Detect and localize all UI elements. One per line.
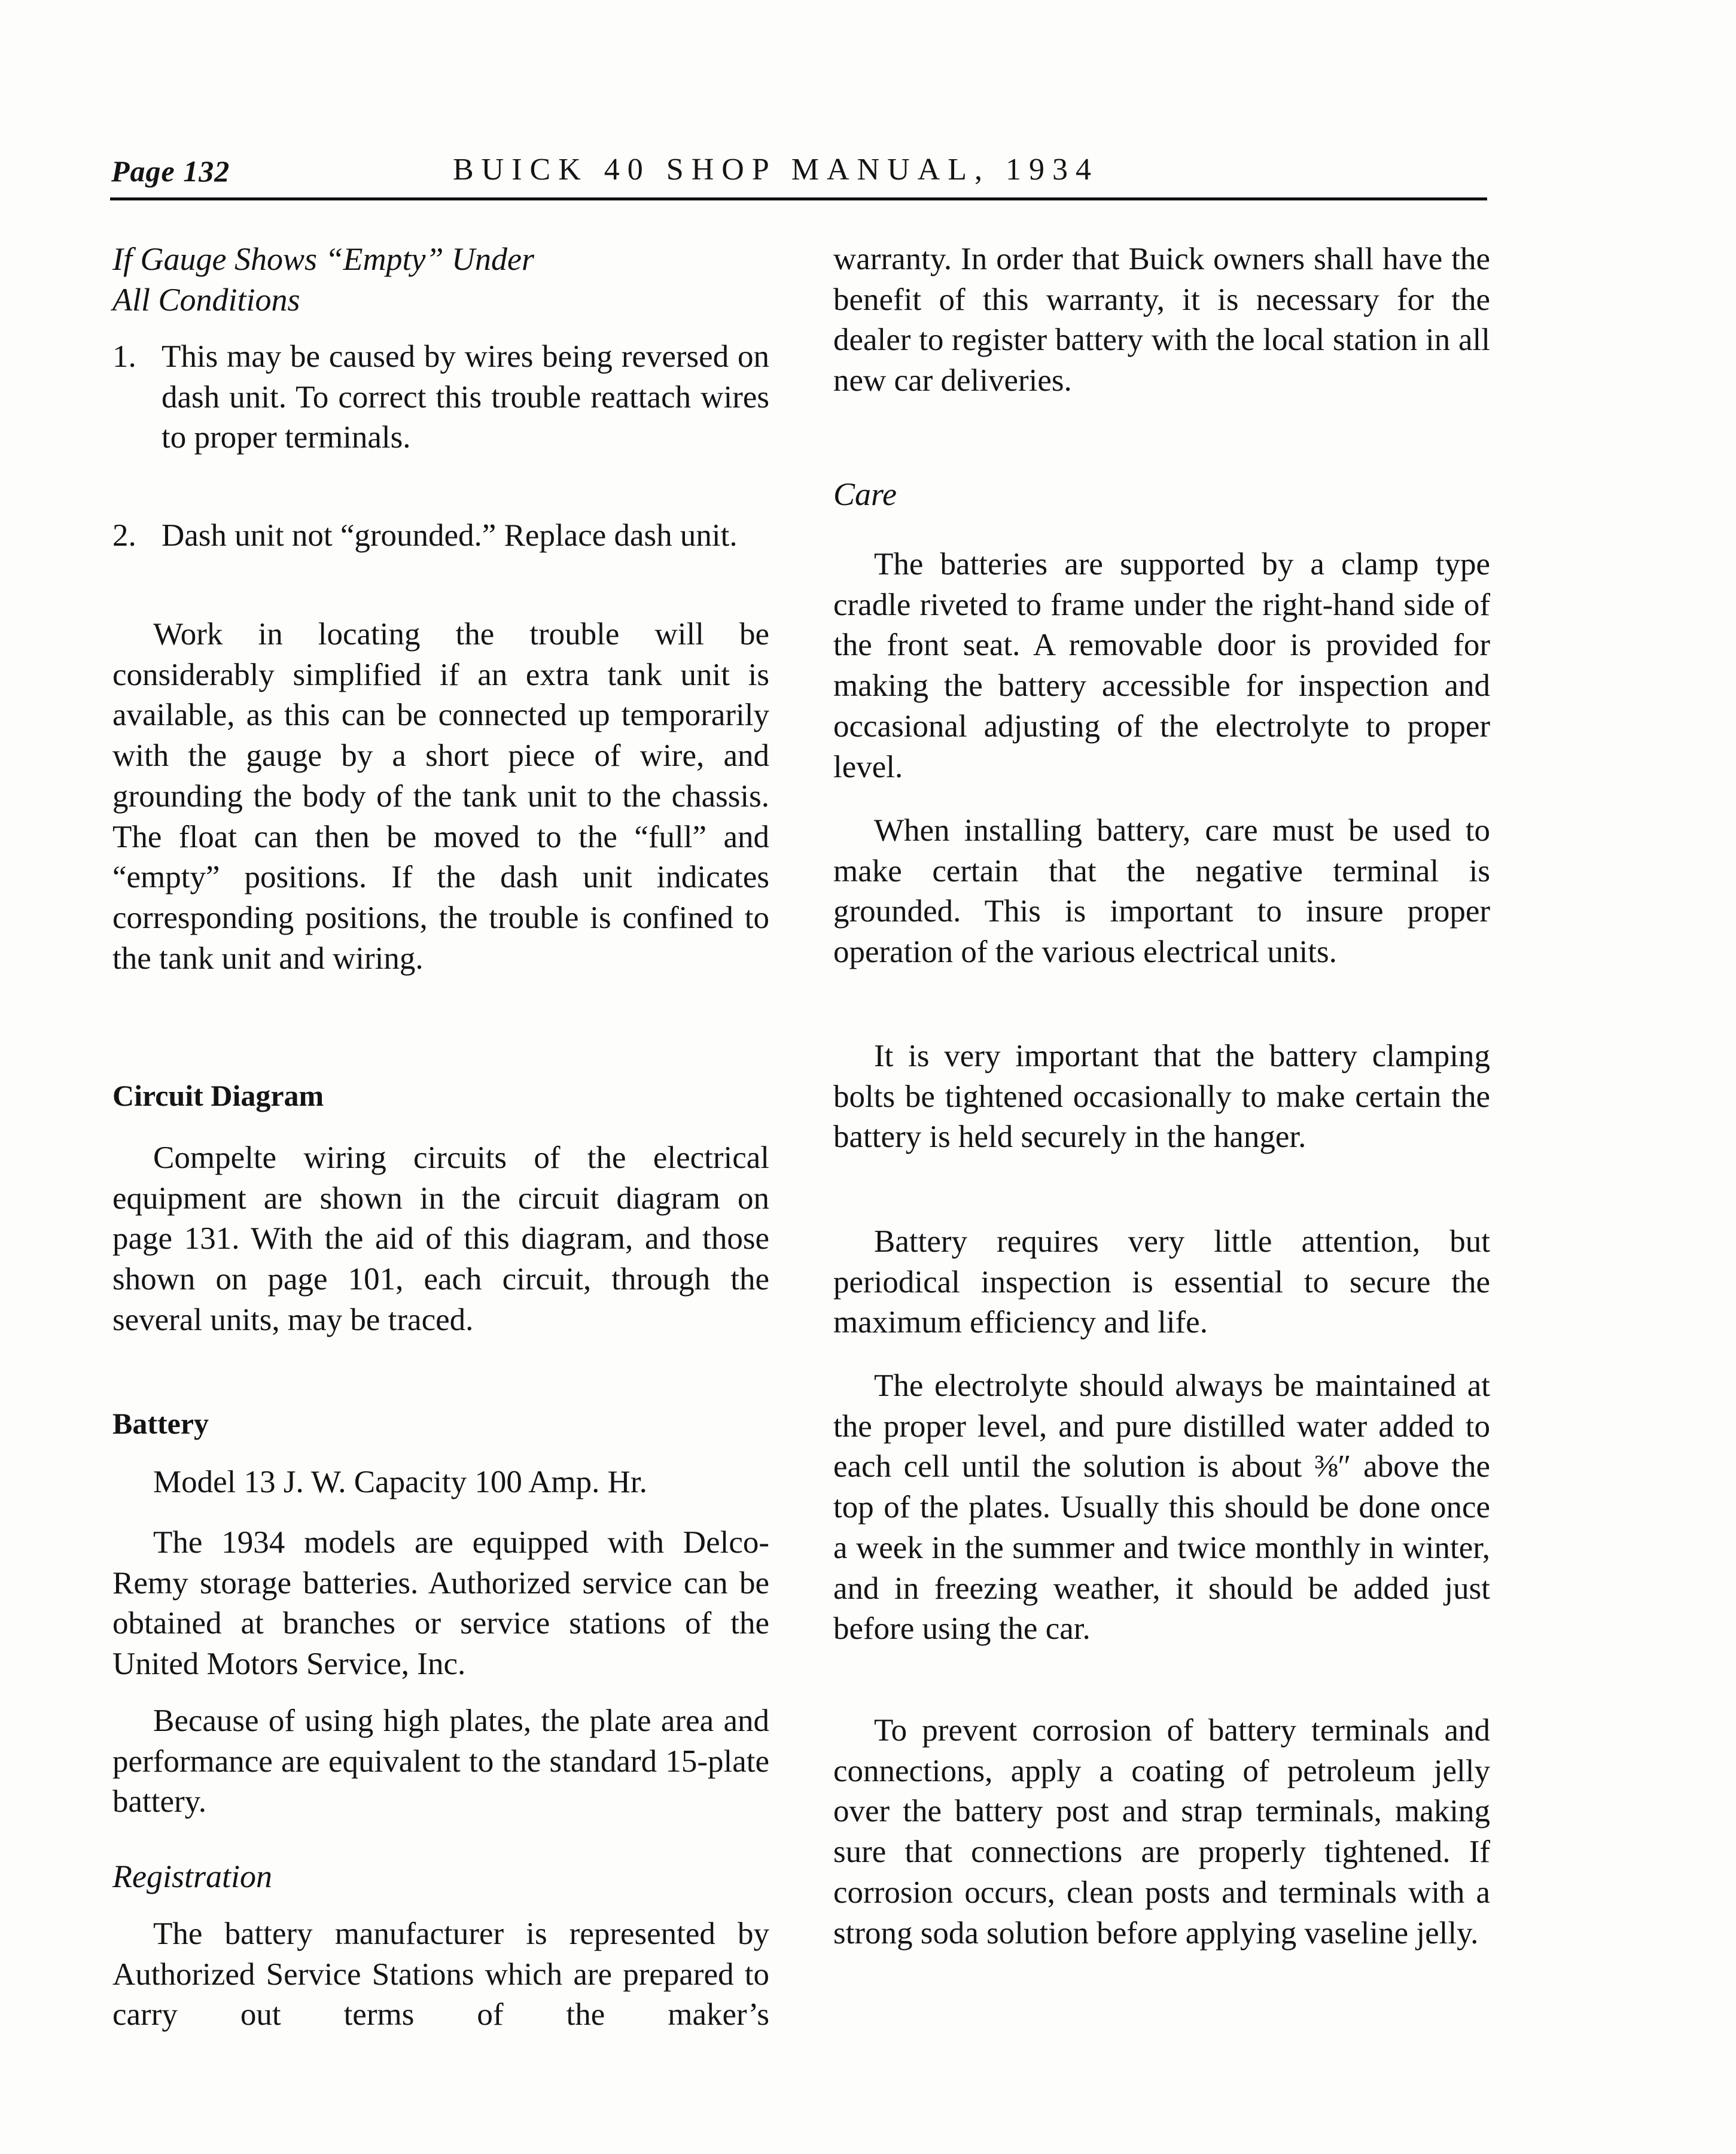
battery-paragraph-2: Because of using high plates, the plate area and performance are equivalent to the standard 15-plate battery. bbox=[112, 1703, 769, 1820]
battery-model-spec: Model 13 J. W. Capacity 100 Amp. Hr. bbox=[153, 1465, 647, 1499]
list-number: 2. bbox=[112, 518, 136, 553]
gauge-empty-heading: If Gauge Shows “Empty” Under All Conditions bbox=[112, 241, 534, 318]
circuit-diagram-heading: Circuit Diagram bbox=[112, 1079, 324, 1112]
list-text: Dash unit not “grounded.” Replace dash unit. bbox=[162, 518, 738, 553]
registration-heading: Registration bbox=[112, 1858, 272, 1894]
list-item-1 bbox=[112, 337, 769, 458]
warranty-paragraph: warranty. In order that Buick owners shall have the benefit of this warranty, it is necessary for the dealer to register battery with the local station in all new car deliveries. bbox=[833, 242, 1490, 398]
battery-paragraph-1: The 1934 models are equipped with Delco-Remy storage batteries. Authorized service can be obtained at branches or service stations of the United Motors Service, Inc. bbox=[112, 1525, 769, 1682]
list-text: This may be caused by wires being reversed on dash unit. To correct this trouble reattach wires to proper terminals. bbox=[162, 339, 769, 455]
battery-heading: Battery bbox=[112, 1407, 209, 1440]
registration-paragraph: The battery manufacturer is represented by Authorized Service Stations which are prepared to carry out terms of the maker’s bbox=[112, 1916, 769, 2033]
care-paragraph-corrosion: To prevent corrosion of battery terminals and connections, apply a coating of petroleum jelly over the battery post and strap terminals, making sure that connections are properly tightened. If corrosion occurs, clean posts and terminals with a strong soda solution before applying vaseline jelly. bbox=[833, 1713, 1490, 1951]
running-title: BUICK 40 SHOP MANUAL, 1934 bbox=[453, 153, 1100, 187]
care-paragraph-electrolyte: The electrolyte should always be maintained at the proper level, and pure distilled water added to each cell until the solution is about ⅜″ above the top of the plates. Usually this should be done once a week in the summer and twice monthly in winter, and in freezing weather, it should be added just before using the car. bbox=[833, 1368, 1490, 1647]
circuit-diagram-paragraph: Compelte wiring circuits of the electrical equipment are shown in the circuit diagram on page 131. With the aid of this diagram, and those shown on page 101, each circuit, through the several units, may be traced. bbox=[112, 1140, 769, 1337]
care-paragraph-installing: When installing battery, care must be used to make certain that the negative terminal is grounded. This is important to insure proper operation of the various electrical units. bbox=[833, 813, 1490, 970]
care-heading: Care bbox=[833, 476, 897, 512]
list-item-2 bbox=[112, 516, 769, 556]
care-paragraph-inspection: Battery requires very little attention, but periodical inspection is essential to secure the maximum efficiency and life. bbox=[833, 1224, 1490, 1340]
page-number: Page 132 bbox=[111, 154, 230, 188]
header-rule bbox=[110, 197, 1487, 200]
care-paragraph-clamping: It is very important that the battery clamping bolts be tightened occasionally to make certain the battery is held securely in the hanger. bbox=[833, 1039, 1490, 1155]
troubleshooting-paragraph: Work in locating the trouble will be considerably simplified if an extra tank unit is available, as this can be connected up temporarily with the gauge by a short piece of wire, and grounding the body of the tank unit to the chassis. The float can then be moved to the “full” and “empty” positions. If the dash unit indicates corresponding positions, the trouble is confined to the tank unit and wiring. bbox=[112, 617, 769, 976]
care-paragraph-mounting: The batteries are supported by a clamp type cradle riveted to frame under the right-hand side of the front seat. A removable door is provided for making the battery accessible for inspection and occasional adjusting of the electrolyte to proper level. bbox=[833, 547, 1490, 784]
list-number: 1. bbox=[112, 339, 136, 374]
